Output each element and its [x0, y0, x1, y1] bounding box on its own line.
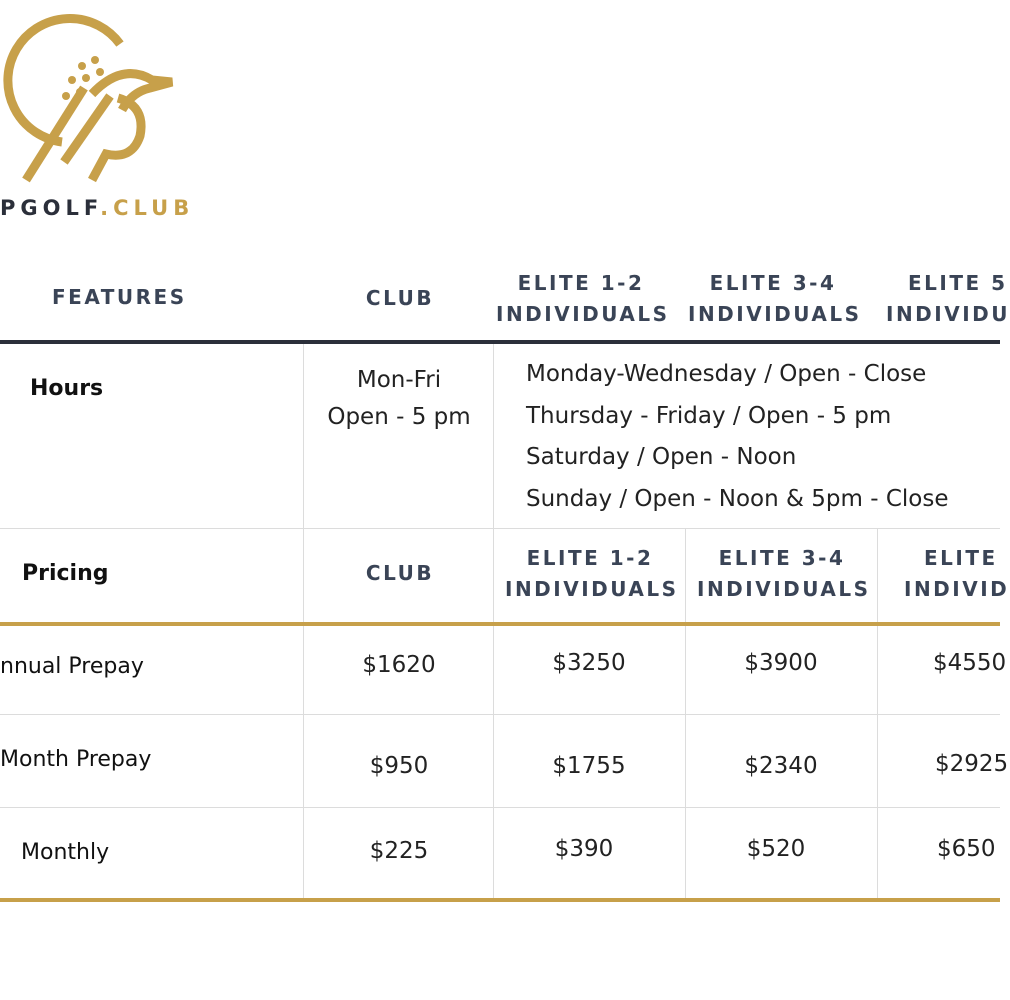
hours-club	[305, 362, 493, 436]
price-elite-3-4: $2340	[744, 753, 818, 779]
header-elite-3-4: ELITE 3-4 INDIVIDUALS	[688, 271, 862, 326]
brand-wordmark	[0, 196, 194, 220]
hours-line-sun: Sunday / Open - Noon & 5pm - Close	[526, 485, 949, 512]
price-elite-1-2: $390	[554, 836, 614, 862]
price-elite-1-2: $3250	[552, 650, 626, 676]
pricing-header-club: CLUB	[365, 561, 435, 585]
brand-name-dark: PGOLF	[0, 196, 101, 220]
header-features: FEATURES	[52, 285, 187, 309]
pricing-row-label: Monthly	[21, 840, 110, 865]
price-elite-5: $2925	[935, 751, 1009, 777]
hours-line-mon-wed: Monday-Wednesday / Open - Close	[526, 361, 927, 387]
price-elite-5: $4550	[933, 650, 1007, 676]
pricing-row-label: Month Prepay	[0, 747, 152, 772]
price-club: $1620	[362, 652, 436, 678]
price-club: $225	[369, 838, 429, 864]
pricing-header-elite-1-2: ELITE 1-2 INDIVIDUALS	[505, 546, 679, 601]
hours-club-days: Mon-Fri	[356, 367, 442, 393]
brand-name-gold: .CLUB	[100, 196, 195, 220]
hours-label: Hours	[30, 376, 104, 401]
price-elite-1-2: $1755	[552, 753, 626, 779]
pricing-label: Pricing	[22, 561, 109, 586]
header-elite-1-2: ELITE 1-2 INDIVIDUALS	[496, 271, 670, 326]
header-divider	[0, 340, 1000, 344]
header-club: CLUB	[365, 286, 435, 310]
hours-elite-schedule	[526, 354, 948, 520]
table-bottom-rule	[0, 898, 1000, 902]
price-club: $950	[369, 753, 429, 779]
pricing-header-elite-3-4: ELITE 3-4 INDIVIDUALS	[697, 546, 871, 601]
grid-line	[0, 714, 1000, 715]
pricing-divider	[0, 622, 1000, 626]
price-elite-3-4: $520	[746, 836, 806, 862]
price-elite-3-4: $3900	[744, 650, 818, 676]
grid-line	[0, 807, 1000, 808]
pricing-header-elite-5: ELITE INDIVID	[904, 546, 1010, 601]
pricing-row-label: nnual Prepay	[0, 654, 144, 679]
hours-line-sat: Saturday / Open - Noon	[526, 444, 797, 470]
grid-line	[0, 528, 1000, 529]
hours-club-time: Open - 5 pm	[327, 404, 471, 430]
price-elite-5: $650	[937, 836, 996, 862]
header-elite-5: ELITE 5 INDIVIDU	[886, 271, 1010, 326]
golf-bird-logo-icon	[22, 32, 182, 180]
hours-line-thu-fri: Thursday - Friday / Open - 5 pm	[526, 402, 892, 429]
